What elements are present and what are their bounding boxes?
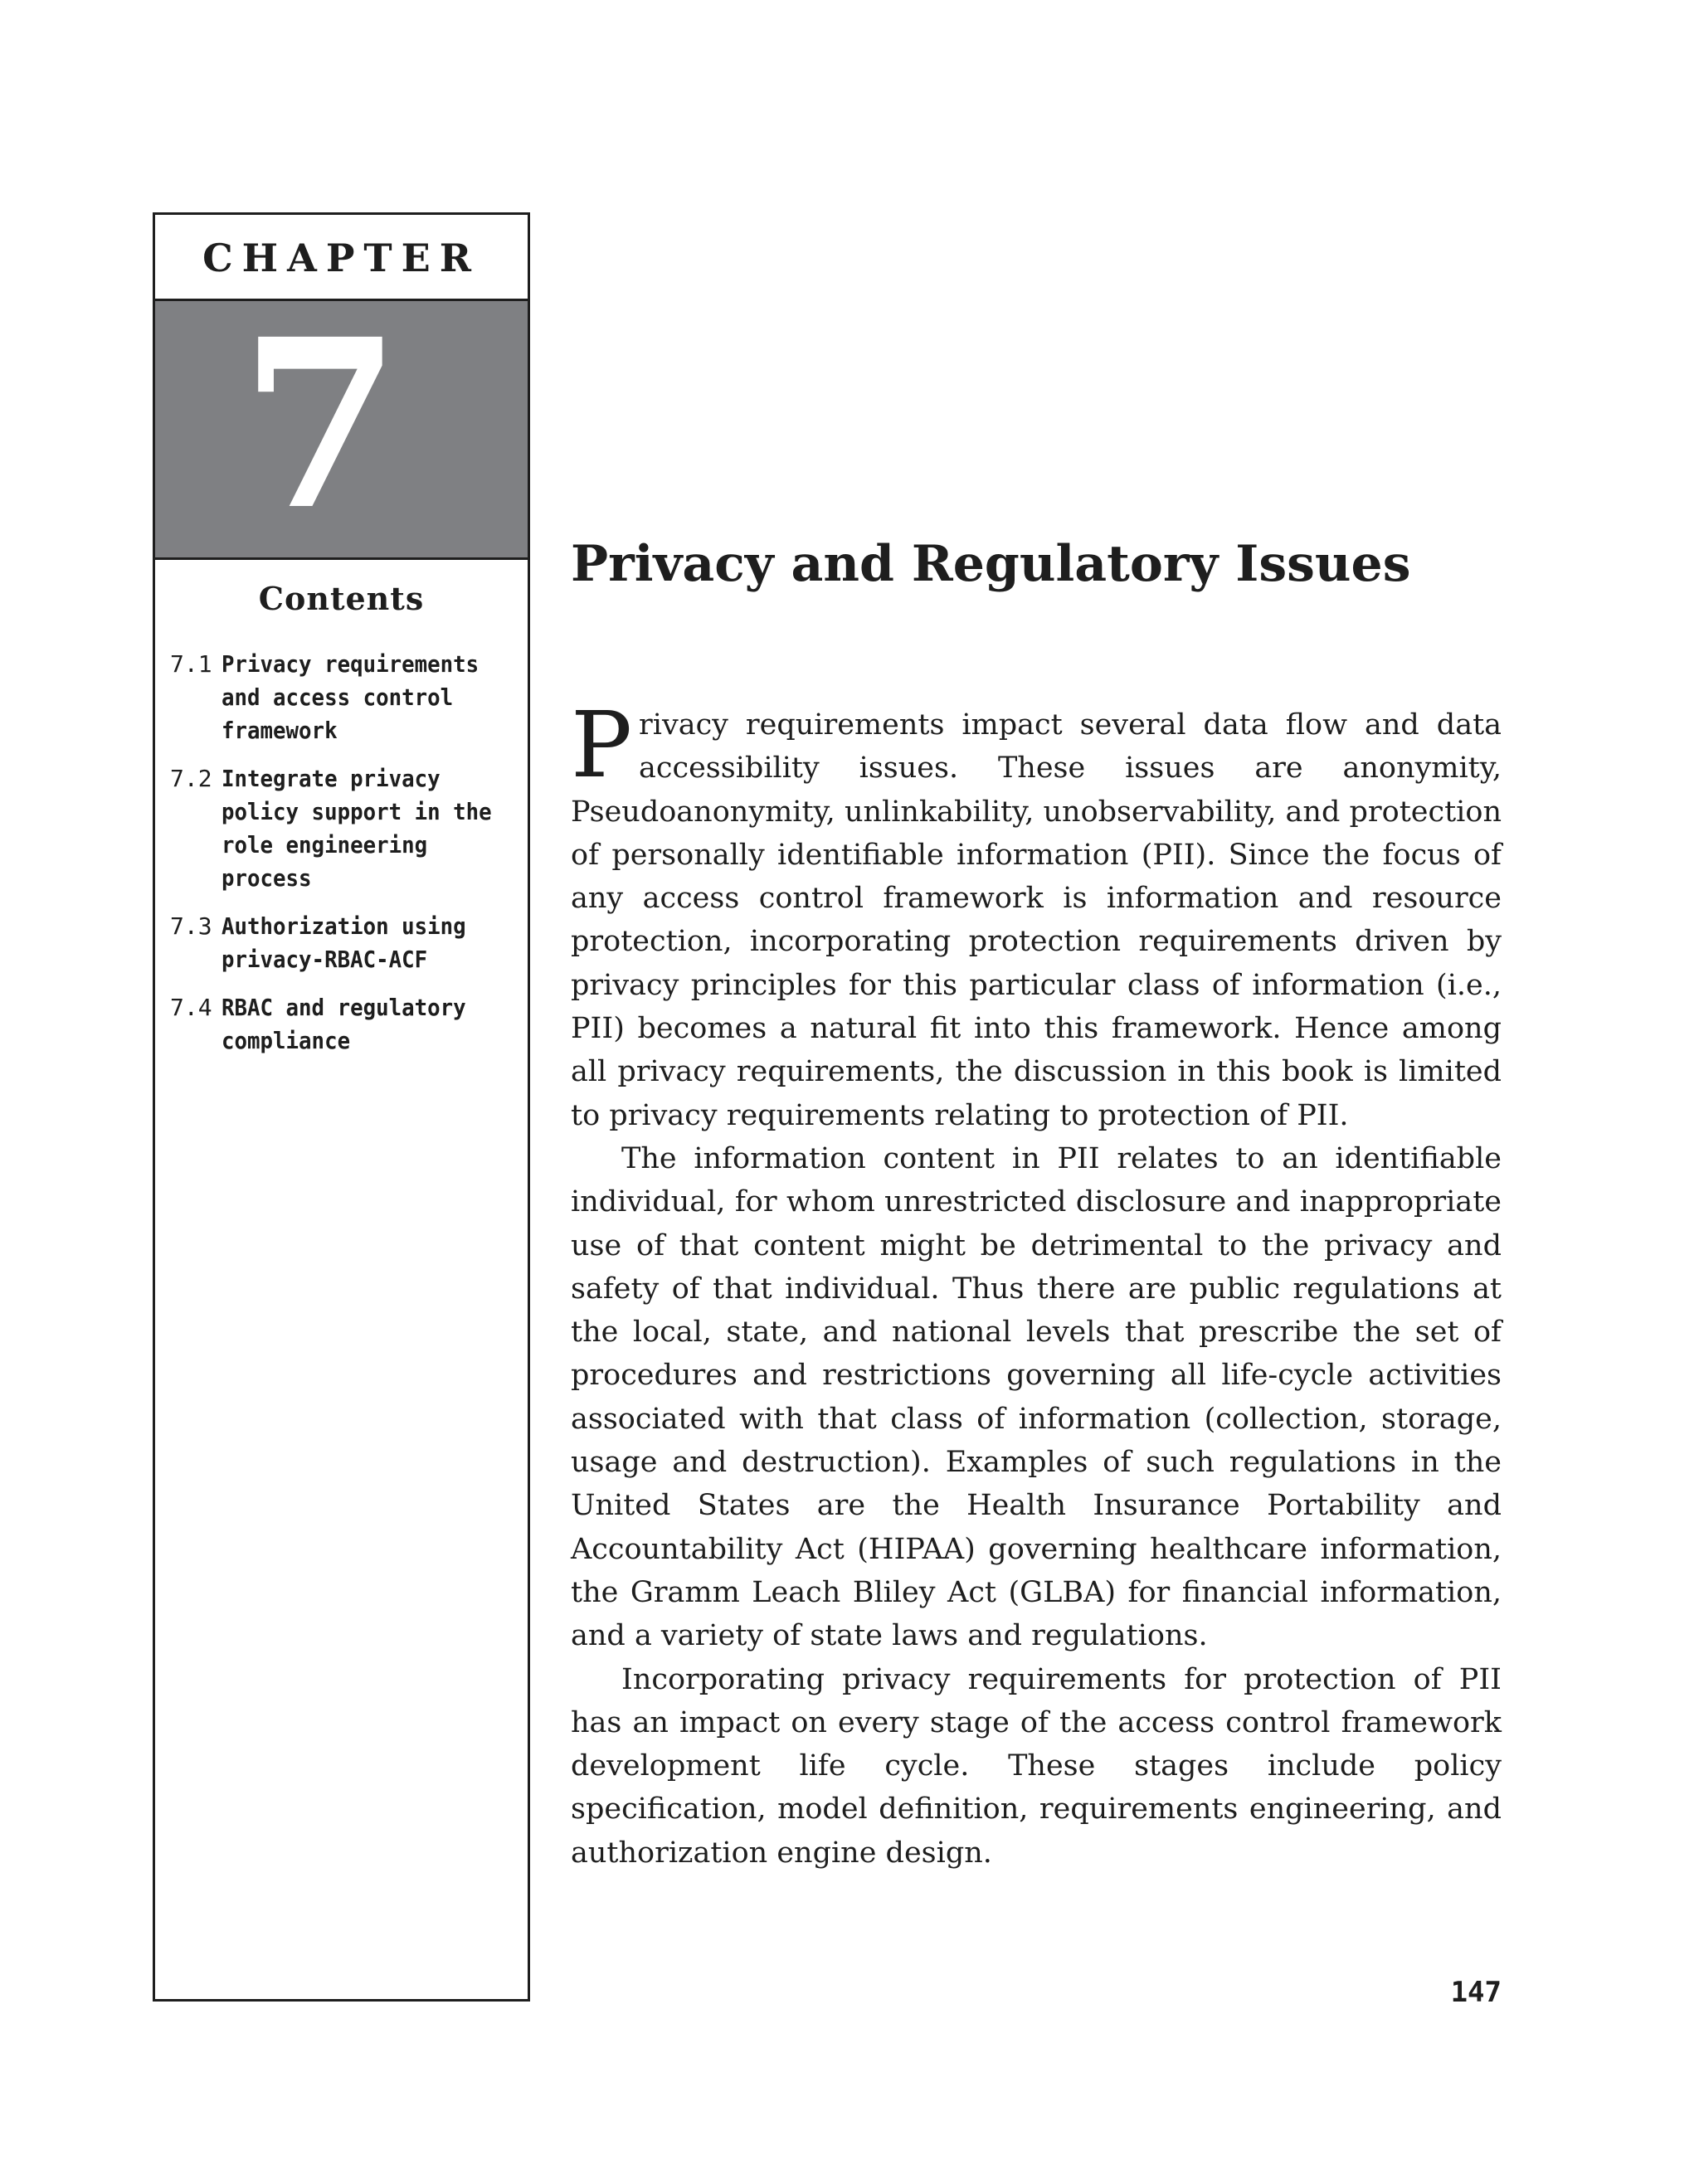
chapter-number: 7 bbox=[240, 289, 402, 562]
toc-item-title: Integrate privacy policy support in the role engineering process bbox=[222, 765, 492, 892]
toc-item-number: 7.2 bbox=[170, 765, 212, 792]
paragraph: Incorporating privacy requirements for protection of PII has an impact on every stage of the access control framework development life cycle. These stages include policy specification, model definition, requirements engineering, and authorization engine design. bbox=[571, 1662, 1502, 1870]
toc-item-number: 7.1 bbox=[170, 650, 212, 678]
toc-item-number: 7.3 bbox=[170, 912, 212, 940]
chapter-number-block bbox=[155, 289, 528, 562]
toc-item-number: 7.4 bbox=[170, 994, 212, 1021]
body-text bbox=[571, 692, 1502, 1875]
drop-cap: P bbox=[571, 692, 633, 798]
toc-item-title: Privacy requirements and access control framework bbox=[222, 650, 480, 744]
toc-item[interactable] bbox=[170, 991, 518, 1058]
chapter-label: CHAPTER bbox=[155, 215, 528, 301]
table-of-contents bbox=[170, 648, 518, 1073]
chapter-sidebar bbox=[153, 212, 530, 2002]
toc-item-title: RBAC and regulatory compliance bbox=[222, 994, 466, 1054]
contents-heading: Contents bbox=[258, 580, 425, 617]
page-title: Privacy and Regulatory Issues bbox=[571, 535, 1411, 593]
toc-item[interactable] bbox=[170, 648, 518, 747]
toc-item[interactable] bbox=[170, 762, 518, 895]
paragraph: The information content in PII relates to an identifiable individual, for whom unrestricted disclosure and inappropriate use of that content might be detrimental to the privacy and safety of that individual. Thus there are public regulations at the local, state, and national levels that prescribe the set of procedures and restrictions governing all life-cycle activities associated with that class of information (collection, storage, usage and destruction). Examples of such regulations in the United States are the Health Insurance Portability and Accountability Act (HIPAA) governing healthcare information, the Gramm Leach Bliley Act (GLBA) for financial information, and a variety of state laws and regulations. bbox=[571, 1141, 1502, 1653]
paragraph bbox=[571, 692, 1502, 1137]
paragraph-text: rivacy requirements impact several data flow and data accessibility issues. These issues are anonymity, Pseudoanonymity, unlinkability, unobservability, and protection of personally identifiable information (PII). Since the focus of any access control framework is information and resource protection, incorporating protection requirements driven by privacy principles for this particular class of information (i.e., PII) becomes a natural fit into this framework. Hence among all privacy requirements, the discussion in this book is limited to privacy requirements relating to protection of PII. bbox=[571, 708, 1502, 1132]
toc-item[interactable] bbox=[170, 910, 518, 976]
page-number: 147 bbox=[1450, 1976, 1502, 2009]
toc-item-title: Authorization using privacy-RBAC-ACF bbox=[222, 912, 466, 973]
